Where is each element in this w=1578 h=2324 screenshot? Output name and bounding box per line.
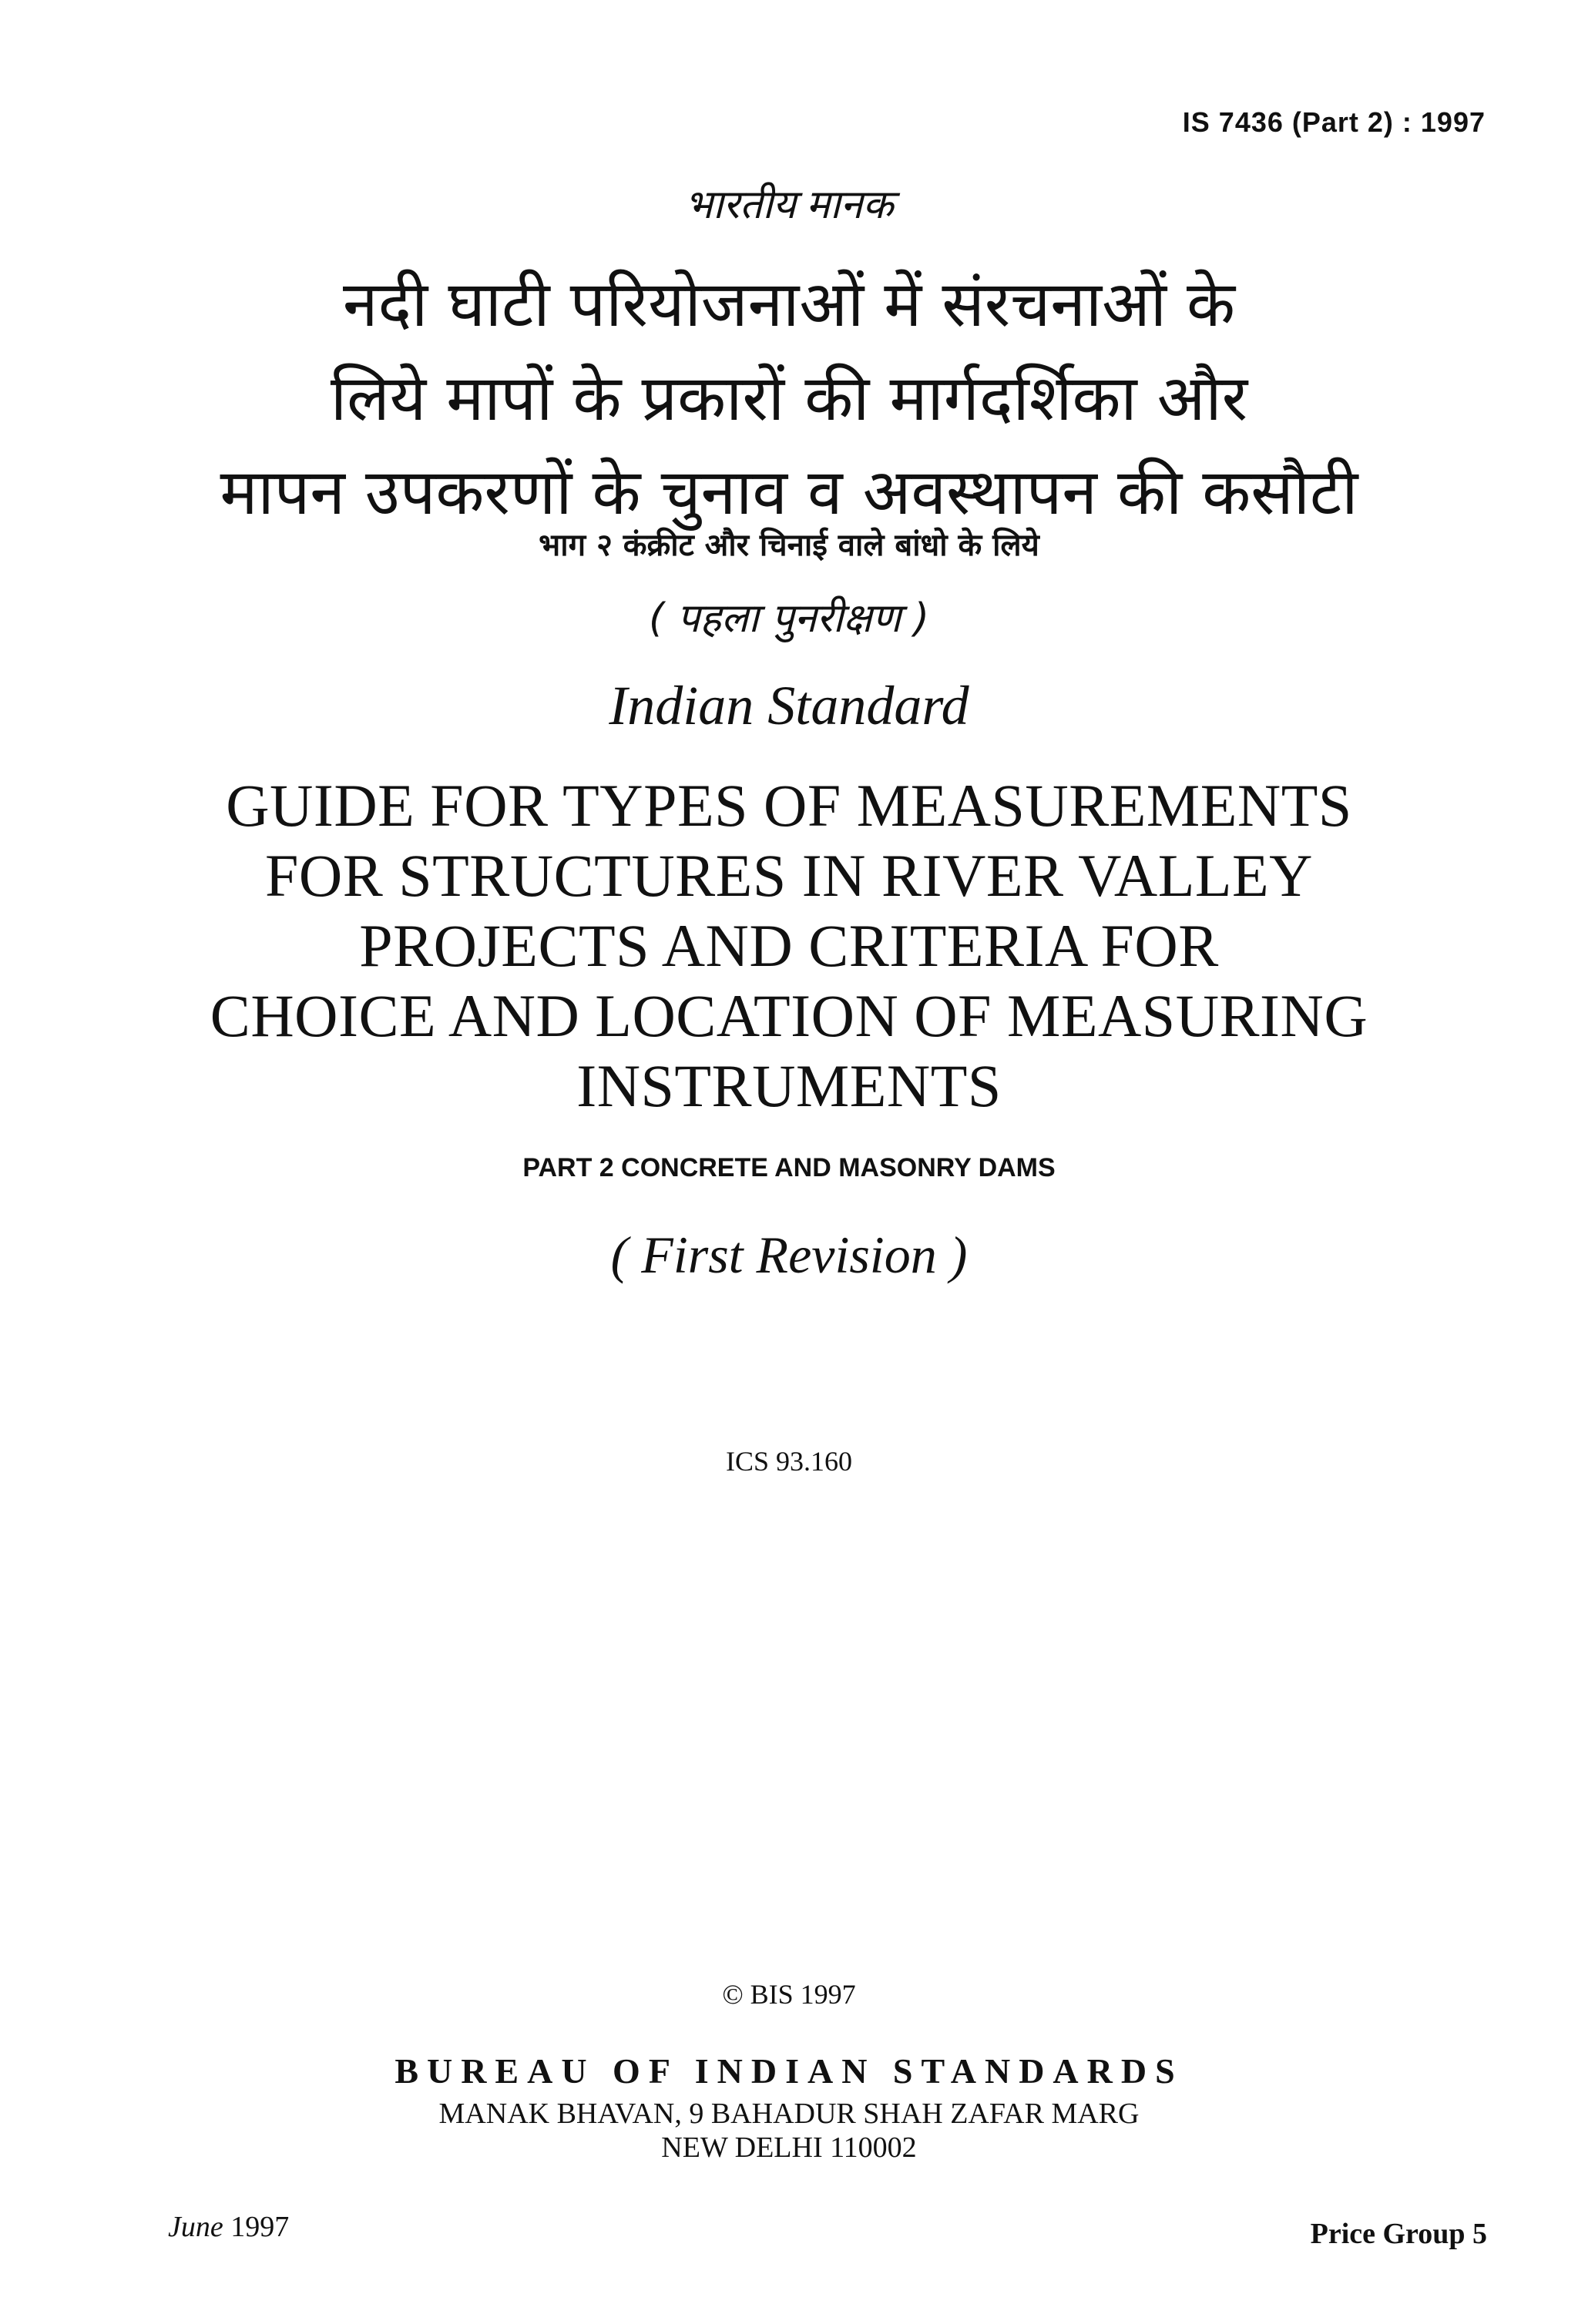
- english-title: [0, 770, 1578, 1121]
- english-title-line-3: PROJECTS AND CRITERIA FOR: [359, 912, 1219, 979]
- hindi-revision: ( पहला पुनरीक्षण ): [648, 595, 930, 642]
- price-group: Price Group 5: [1310, 2218, 1487, 2250]
- english-title-line-1: GUIDE FOR TYPES OF MEASUREMENTS: [226, 772, 1352, 839]
- publication-date: [168, 2210, 289, 2244]
- english-part-title: PART 2 CONCRETE AND MASONRY DAMS: [522, 1153, 1056, 1182]
- hindi-title-line-3: मापन उपकरणों के चुनाव व अवस्थापन की कसौटी: [220, 456, 1358, 529]
- hindi-title-line-1: नदी घाटी परियोजनाओं में संरचनाओं के: [342, 268, 1236, 341]
- english-standard-label: Indian Standard: [609, 675, 969, 736]
- hindi-standard-label: भारतीय मानक: [684, 183, 894, 227]
- publisher-address-line-2: NEW DELHI 110002: [661, 2131, 917, 2164]
- publisher-address-line-1: MANAK BHAVAN, 9 BAHADUR SHAH ZAFAR MARG: [438, 2098, 1140, 2130]
- publisher-name: BUREAU OF INDIAN STANDARDS: [394, 2051, 1184, 2091]
- english-title-line-2: FOR STRUCTURES IN RIVER VALLEY: [265, 842, 1313, 909]
- standard-number: IS 7436 (Part 2) : 1997: [1182, 106, 1486, 138]
- english-revision: ( First Revision ): [610, 1226, 968, 1284]
- hindi-title-line-2: लिये मापों के प्रकारों की मार्गदर्शिका और: [330, 362, 1248, 435]
- hindi-title: [0, 258, 1578, 540]
- english-title-line-5: INSTRUMENTS: [576, 1052, 1002, 1119]
- ics-code: ICS 93.160: [725, 1446, 853, 1477]
- publication-year: 1997: [230, 2211, 290, 2243]
- copyright-notice: © BIS 1997: [722, 1979, 856, 2010]
- publication-month: June: [168, 2211, 223, 2243]
- hindi-part-title: भाग २ कंक्रीट और चिनाई वाले बांधो के लिये: [539, 528, 1039, 563]
- english-title-line-4: CHOICE AND LOCATION OF MEASURING: [210, 982, 1368, 1049]
